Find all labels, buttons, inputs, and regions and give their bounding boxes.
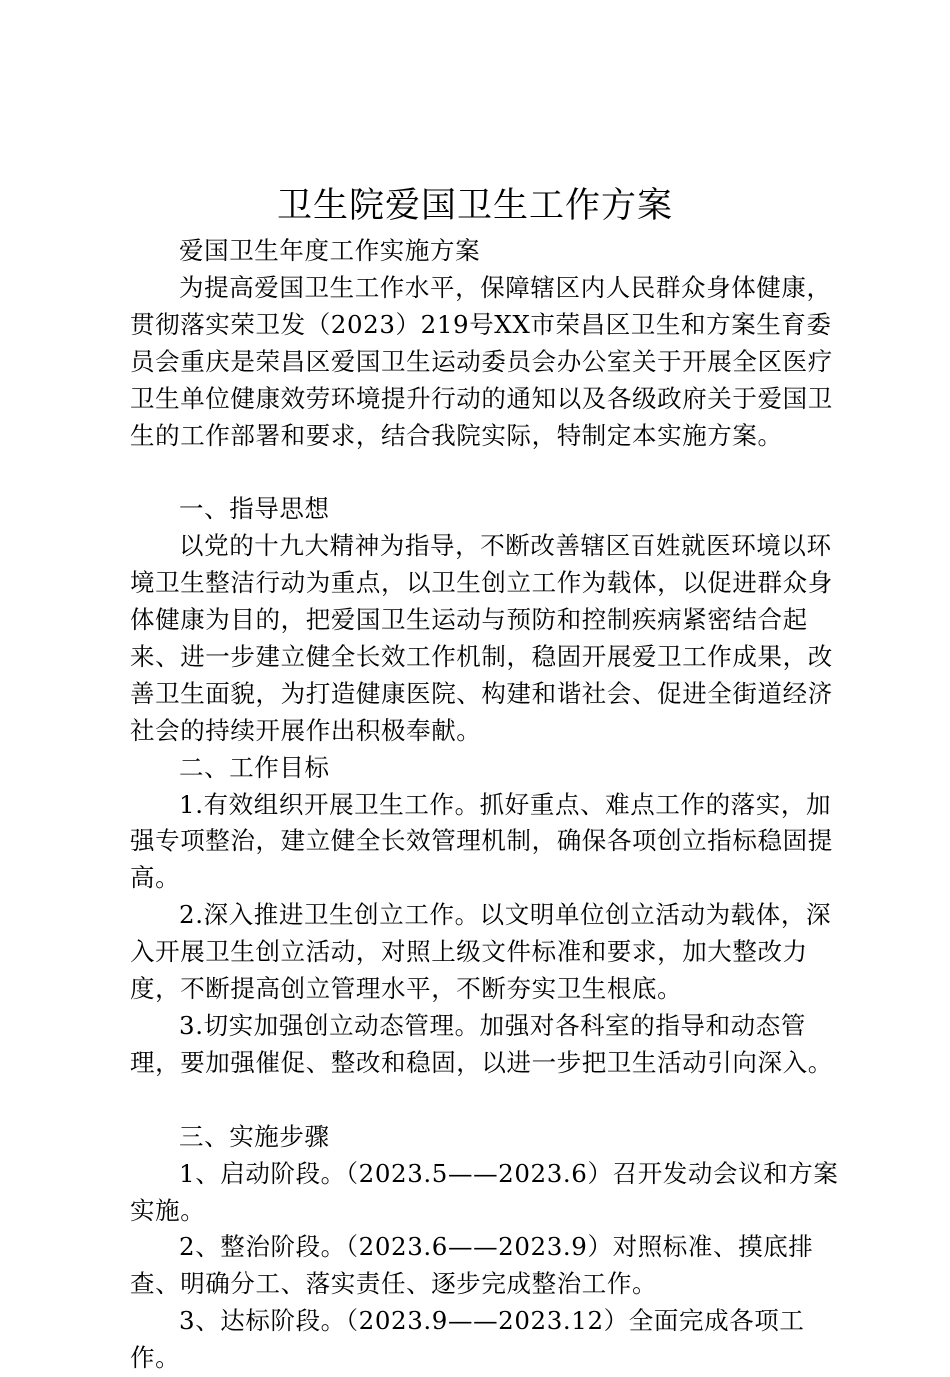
paragraph-gap xyxy=(130,1082,842,1119)
section-3-heading: 三、实施步骤 xyxy=(179,1121,330,1151)
section-2-heading: 二、工作目标 xyxy=(179,752,330,782)
paragraph-gap xyxy=(130,454,842,491)
section-3-item-2: 2、整治阶段。（2023.6——2023.9）对照标准、摸底排查、明确分工、落实责任、逐步完成整治工作。 xyxy=(130,1232,814,1299)
section-1-heading: 一、指导思想 xyxy=(179,494,330,524)
section-3-item-1: 1、启动阶段。（2023.5——2023.6）召开发动会议和方案实施。 xyxy=(130,1158,839,1225)
section-3-item-3: 3、达标阶段。（2023.9——2023.12）全面完成各项工作。 xyxy=(130,1306,805,1373)
intro-paragraph: 为提高爱国卫生工作水平，保障辖区内人民群众身体健康，贯彻落实荣卫发（2023）219号XX市荣昌区卫生和方案生育委员会重庆是荣昌区爱国卫生运动委员会办公室关于开展全区医疗卫生单位健康效劳环境提升行动的通知以及各级政府关于爱国卫生的工作部署和要求，结合我院实际，特制定本实施方案。 xyxy=(130,272,833,450)
section-2-item-1: 1.有效组织开展卫生工作。抓好重点、难点工作的落实，加强专项整治，建立健全长效管理机制，确保各项创立指标稳固提高。 xyxy=(130,789,833,893)
section-2-item-3: 3.切实加强创立动态管理。加强对各科室的指导和动态管理，要加强催促、整改和稳固，以进一步把卫生活动引向深入。 xyxy=(130,1011,833,1077)
document-title: 卫生院爱国卫生工作方案 xyxy=(276,186,673,226)
document-subtitle: 爱国卫生年度工作实施方案 xyxy=(179,236,481,265)
section-2-item-2: 2.深入推进卫生创立工作。以文明单位创立活动为载体，深入开展卫生创立活动，对照上级文件标准和要求，加大整改力度，不断提高创立管理水平，不断夯实卫生根底。 xyxy=(130,900,832,1004)
section-1-paragraph: 以党的十九大精神为指导，不断改善辖区百姓就医环境以环境卫生整洁行动为重点，以卫生创立工作为载体，以促进群众身体健康为目的，把爱国卫生运动与预防和控制疾病紧密结合起来、进一步建立健全长效工作机制，稳固开展爱卫工作成果，改善卫生面貌，为打造健康医院、构建和谐社会、促进全街道经济社会的持续开展作出积极奉献。 xyxy=(130,531,833,745)
document-body xyxy=(130,233,842,1377)
